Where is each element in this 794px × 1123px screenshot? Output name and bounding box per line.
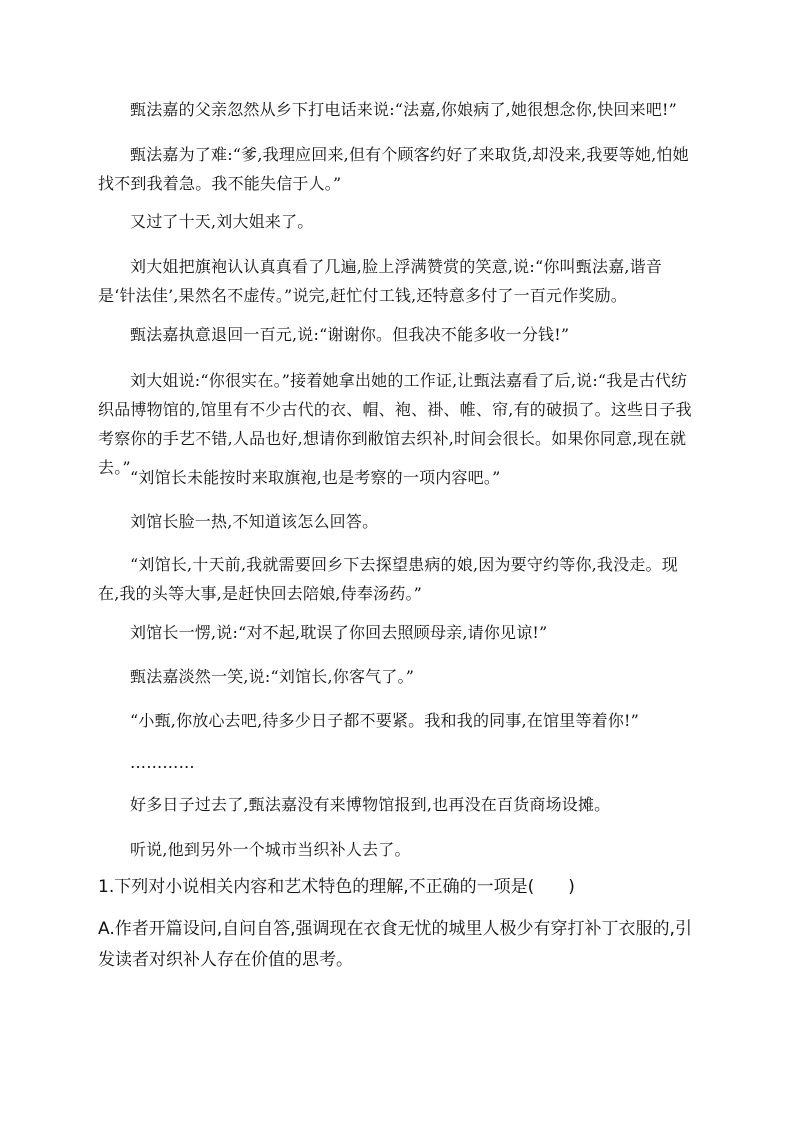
story-paragraph: 甄法嘉的父亲忽然从乡下打电话来说:“法嘉,你娘病了,她很想念你,快回来吧!” <box>130 100 678 119</box>
story-paragraph: “刘馆长未能按时来取旗袍,也是考察的一项内容吧。” <box>130 468 501 487</box>
story-paragraph: 又过了十天,刘大姐来了。 <box>130 212 314 231</box>
story-paragraph: “刘馆长,十天前,我就需要回乡下去探望患病的娘,因为要守约等你,我没走。现在,我的头等大事,是赶快回去陪娘,侍奉汤药。” <box>98 555 678 603</box>
story-paragraph: 好多日子过去了,甄法嘉没有来博物馆报到,也再没在百货商场设摊。 <box>130 795 611 814</box>
story-paragraph: 听说,他到另外一个城市当织补人去了。 <box>130 840 411 859</box>
story-paragraph: 刘大姐把旗袍认认真真看了几遍,脸上浮满赞赏的笑意,说:“你叫甄法嘉,谐音是‘针法佳’,果然名不虚传。”说完,赶忙付工钱,还特意多付了一百元作奖励。 <box>98 257 663 305</box>
story-paragraph: 刘大姐说:“你很实在。”接着她拿出她的工作证,让甄法嘉看了后,说:“我是古代纺织品博物馆的,馆里有不少古代的衣、帽、袍、褂、帷、帘,有的破损了。这些日子我考察你的手艺不错,人品也好,想请你到敝馆去织补,时间会很长。如果你同意,现在就去。” <box>98 371 692 477</box>
question-stem: 1.下列对小说相关内容和艺术特色的理解,不正确的一项是( ) <box>98 877 575 897</box>
story-paragraph: “小甄,你放心去吧,待多少日子都不要紧。我和我的同事,在馆里等着你!” <box>130 711 640 730</box>
story-paragraph: 刘馆长一愣,说:“对不起,耽误了你回去照顾母亲,请你见谅!” <box>130 623 548 642</box>
story-ellipsis: ………… <box>130 753 195 772</box>
story-paragraph: 刘馆长脸一热,不知道该怎么回答。 <box>130 512 379 531</box>
question-option-a: A.作者开篇设问,自问自答,强调现在衣食无忧的城里人极少有穿打补丁衣服的,引发读者对织补人存在价值的思考。 <box>98 919 692 970</box>
story-paragraph: 甄法嘉执意退回一百元,说:“谢谢你。但我决不能多收一分钱!” <box>130 325 570 344</box>
story-paragraph: 甄法嘉为了难:“爹,我理应回来,但有个顾客约好了来取货,却没来,我要等她,怕她找不到我着急。我不能失信于人。” <box>98 145 689 193</box>
story-paragraph: 甄法嘉淡然一笑,说:“刘馆长,你客气了。” <box>130 667 415 686</box>
